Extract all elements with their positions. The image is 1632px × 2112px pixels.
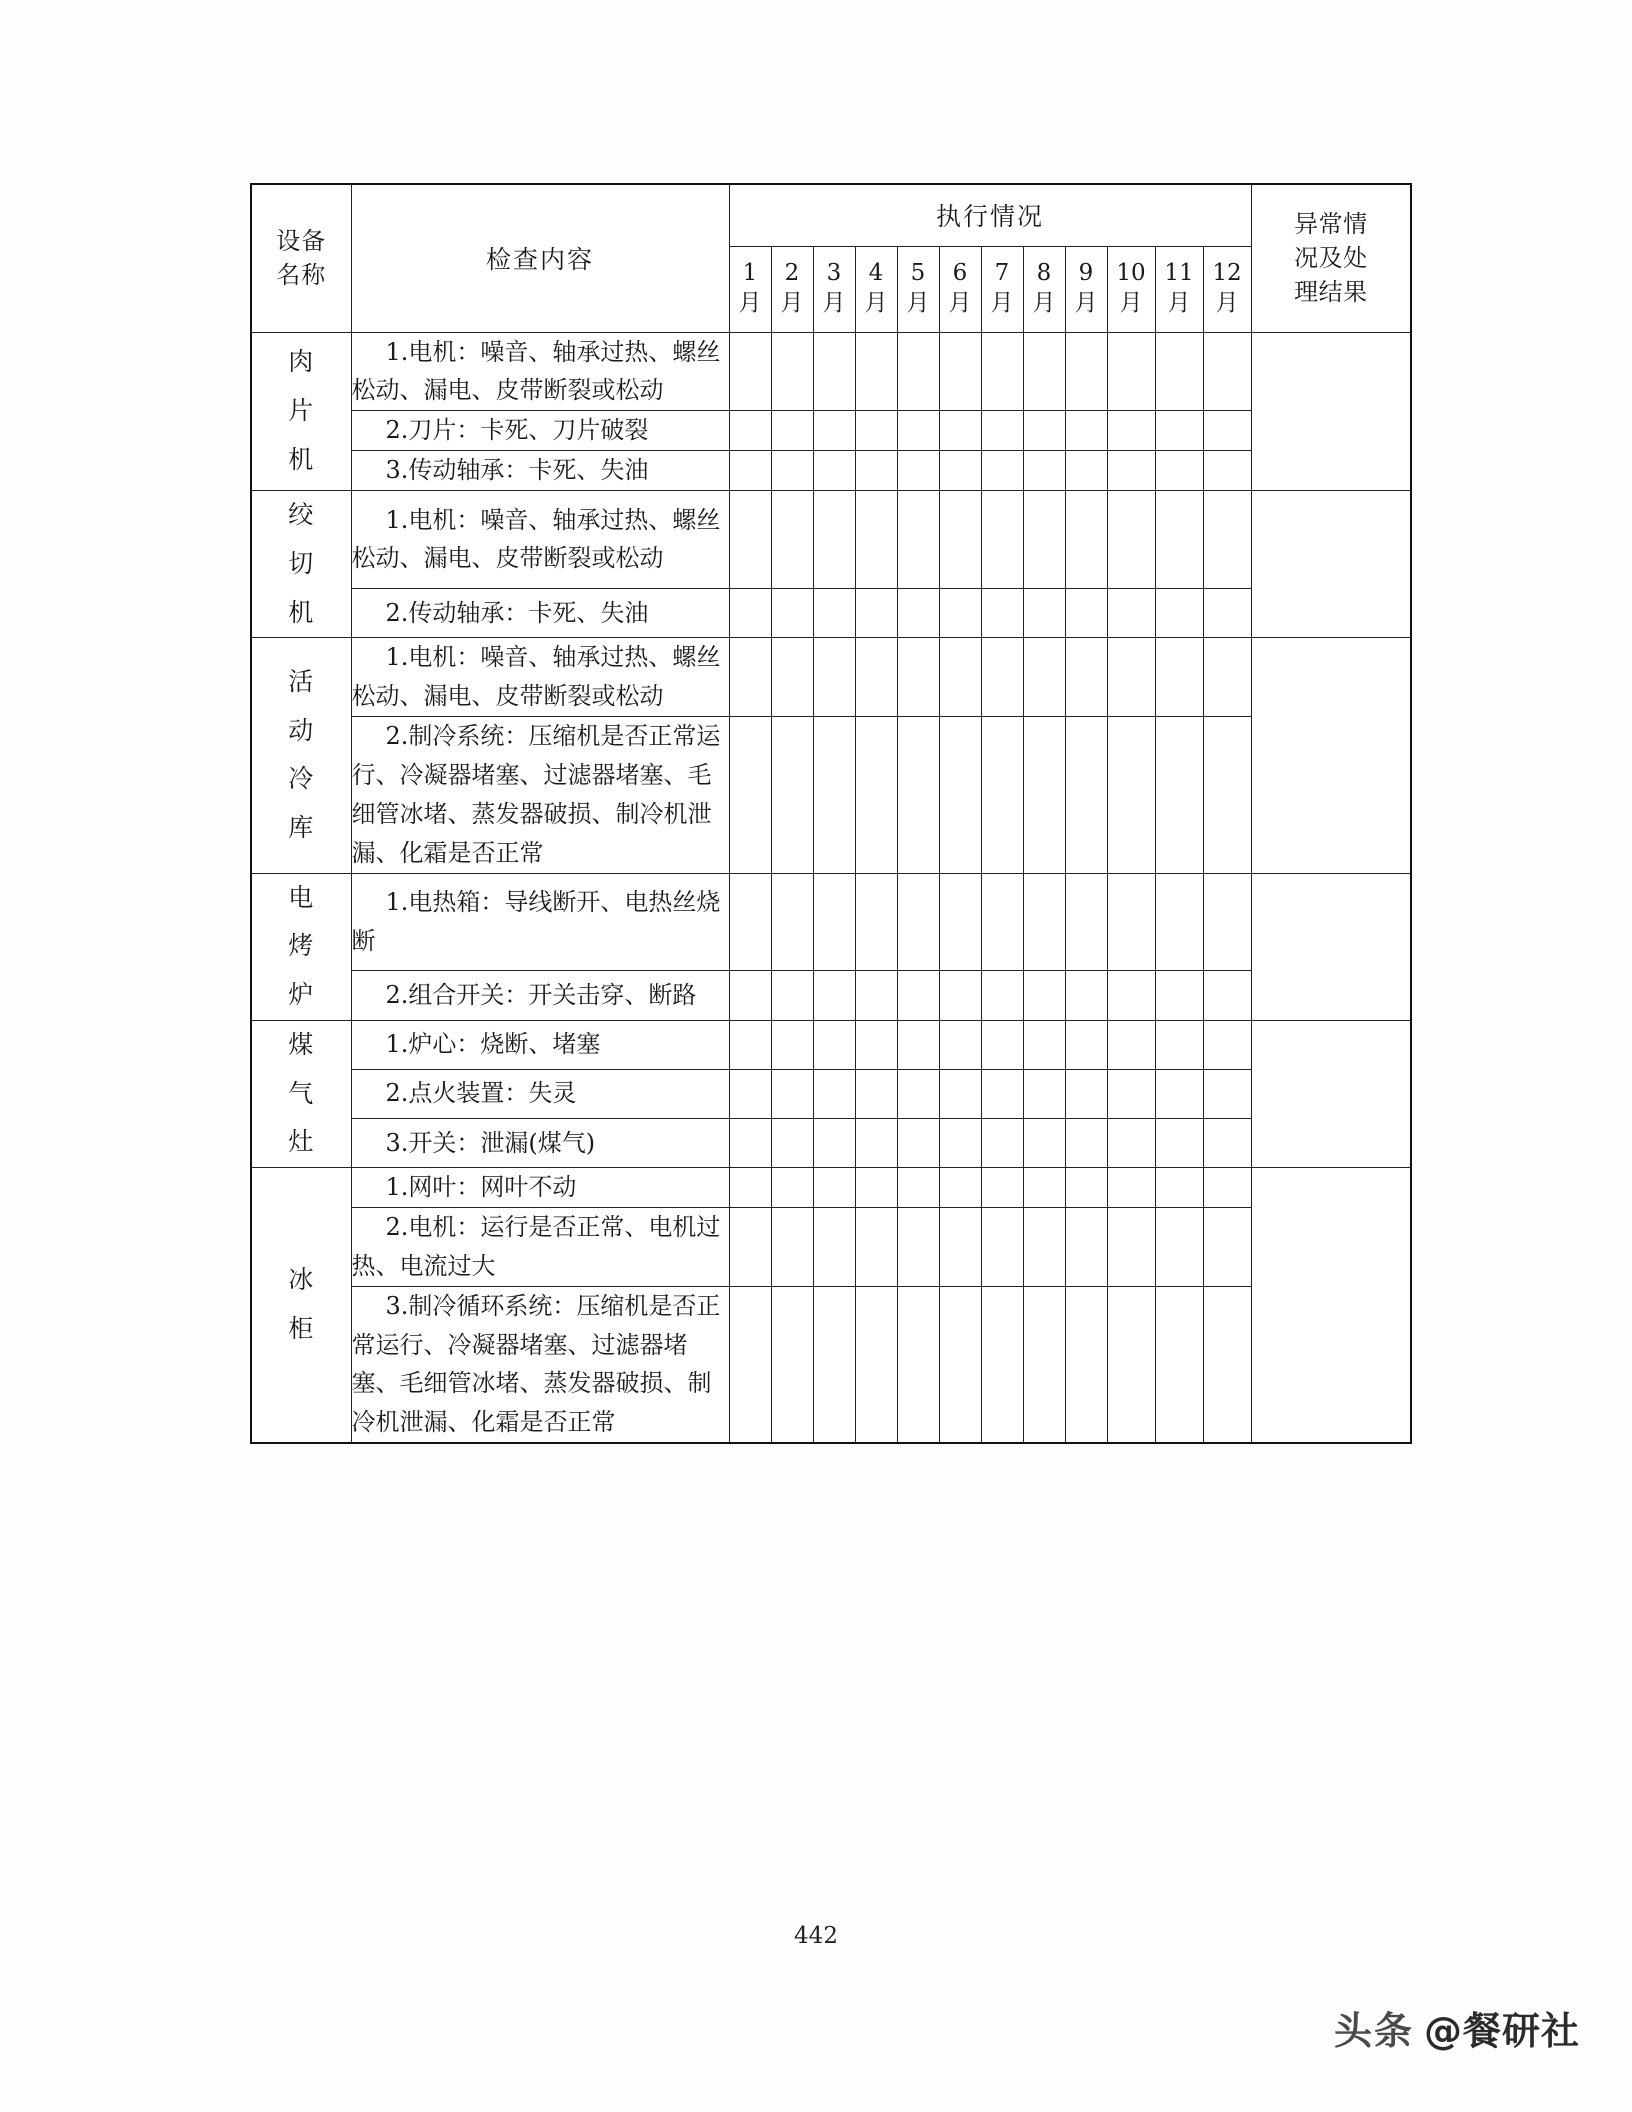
execution-status-cell[interactable] <box>729 1069 771 1118</box>
execution-status-cell[interactable] <box>813 1020 855 1069</box>
execution-status-cell[interactable] <box>1023 873 1065 971</box>
execution-status-cell[interactable] <box>1065 491 1107 589</box>
month-number: 5 <box>910 260 926 287</box>
month-unit: 月 <box>864 290 888 316</box>
execution-status-cell[interactable] <box>1023 1207 1065 1286</box>
equipment-name-char: 机 <box>288 597 315 627</box>
execution-status-cell[interactable] <box>813 638 855 717</box>
header-remark-line2: 况及处 <box>1294 244 1368 273</box>
execution-status-cell[interactable] <box>855 1286 897 1443</box>
execution-status-cell[interactable] <box>1107 971 1155 1021</box>
table-row <box>251 491 1411 589</box>
equipment-name-char: 绞 <box>288 500 315 529</box>
execution-status-cell[interactable] <box>981 491 1023 589</box>
execution-status-cell[interactable] <box>729 332 771 411</box>
equipment-name-cell <box>251 1020 351 1167</box>
execution-status-cell[interactable] <box>939 491 981 589</box>
execution-status-cell[interactable] <box>1155 638 1203 717</box>
execution-status-cell[interactable] <box>855 1020 897 1069</box>
month-unit: 月 <box>822 290 846 316</box>
equipment-name-char: 冷 <box>288 764 315 794</box>
execution-status-cell[interactable] <box>1107 451 1155 491</box>
month-number: 11 <box>1164 260 1194 287</box>
month-unit: 月 <box>1215 290 1239 316</box>
execution-status-cell[interactable] <box>1065 1069 1107 1118</box>
execution-status-cell[interactable] <box>1107 1118 1155 1167</box>
execution-status-cell[interactable] <box>1155 411 1203 451</box>
month-unit: 月 <box>990 290 1014 316</box>
equipment-name-char: 动 <box>288 715 315 745</box>
header-equipment-name <box>251 184 351 332</box>
month-unit: 月 <box>948 290 972 316</box>
execution-status-cell[interactable] <box>981 873 1023 971</box>
execution-status-cell[interactable] <box>897 638 939 717</box>
execution-status-cell[interactable] <box>1065 971 1107 1021</box>
execution-status-cell[interactable] <box>1065 1286 1107 1443</box>
execution-status-cell[interactable] <box>813 971 855 1021</box>
execution-status-cell[interactable] <box>855 491 897 589</box>
execution-status-cell[interactable] <box>939 1118 981 1167</box>
execution-status-cell[interactable] <box>897 1069 939 1118</box>
execution-status-cell[interactable] <box>939 638 981 717</box>
table-row <box>251 451 1411 491</box>
execution-status-cell[interactable] <box>981 1286 1023 1443</box>
inspection-content-cell: 2.电机：运行是否正常、电机过热、电流过大 <box>351 1207 729 1286</box>
execution-status-cell[interactable] <box>1023 1118 1065 1167</box>
execution-status-cell[interactable] <box>1065 873 1107 971</box>
execution-status-cell[interactable] <box>855 971 897 1021</box>
execution-status-cell[interactable] <box>729 491 771 589</box>
execution-status-cell[interactable] <box>981 1118 1023 1167</box>
header-remark <box>1251 184 1411 332</box>
equipment-name-char: 电 <box>288 882 315 912</box>
execution-status-cell[interactable] <box>939 971 981 1021</box>
execution-status-cell[interactable] <box>771 451 813 491</box>
execution-status-cell[interactable] <box>771 588 813 638</box>
execution-status-cell[interactable] <box>1065 451 1107 491</box>
execution-status-cell[interactable] <box>813 411 855 451</box>
execution-status-cell[interactable] <box>1107 638 1155 717</box>
month-header-11 <box>1155 246 1203 332</box>
page-number: 442 <box>794 1923 838 1949</box>
execution-status-cell[interactable] <box>1065 638 1107 717</box>
execution-status-cell[interactable] <box>813 1286 855 1443</box>
execution-status-cell[interactable] <box>729 1207 771 1286</box>
execution-status-cell[interactable] <box>813 1069 855 1118</box>
header-equipment-name-line1: 设备 <box>276 227 327 256</box>
execution-status-cell[interactable] <box>939 451 981 491</box>
month-header-8 <box>1023 246 1065 332</box>
execution-status-cell[interactable] <box>1065 717 1107 874</box>
execution-status-cell[interactable] <box>1065 411 1107 451</box>
month-unit: 月 <box>1074 290 1098 316</box>
execution-status-cell[interactable] <box>897 411 939 451</box>
execution-status-cell[interactable] <box>897 1168 939 1208</box>
month-header-5 <box>897 246 939 332</box>
month-header-12 <box>1203 246 1251 332</box>
execution-status-cell[interactable] <box>855 717 897 874</box>
table-row <box>251 332 1411 411</box>
execution-status-cell[interactable] <box>939 717 981 874</box>
equipment-name-char: 活 <box>288 666 315 696</box>
execution-status-cell[interactable] <box>939 1168 981 1208</box>
execution-status-cell[interactable] <box>981 1020 1023 1069</box>
execution-status-cell[interactable] <box>1155 1118 1203 1167</box>
execution-status-cell[interactable] <box>897 1207 939 1286</box>
execution-status-cell[interactable] <box>813 1168 855 1208</box>
execution-status-cell[interactable] <box>897 873 939 971</box>
execution-status-cell[interactable] <box>855 873 897 971</box>
month-unit: 月 <box>1032 290 1056 316</box>
equipment-name-char: 煤 <box>288 1029 315 1059</box>
header-remark-line1: 异常情 <box>1294 210 1368 239</box>
equipment-name-char: 灶 <box>288 1127 315 1157</box>
execution-status-cell[interactable] <box>813 1118 855 1167</box>
execution-status-cell[interactable] <box>1107 411 1155 451</box>
month-header-3 <box>813 246 855 332</box>
table-row <box>251 1286 1411 1443</box>
execution-status-cell[interactable] <box>981 1207 1023 1286</box>
month-header-1 <box>729 246 771 332</box>
execution-status-cell[interactable] <box>897 971 939 1021</box>
execution-status-cell[interactable] <box>1203 1020 1251 1069</box>
inspection-content-cell: 2.制冷系统：压缩机是否正常运行、冷凝器堵塞、过滤器堵塞、毛细管冰堵、蒸发器破损、制冷机泄漏、化霜是否正常 <box>351 717 729 874</box>
equipment-name-cell <box>251 1168 351 1444</box>
month-unit: 月 <box>1167 290 1191 316</box>
watermark-source-label: 头条 <box>1333 2009 1414 2053</box>
execution-status-cell[interactable] <box>897 1118 939 1167</box>
execution-status-cell[interactable] <box>729 971 771 1021</box>
execution-status-cell[interactable] <box>729 411 771 451</box>
execution-status-cell[interactable] <box>1203 638 1251 717</box>
execution-status-cell[interactable] <box>939 332 981 411</box>
execution-status-cell[interactable] <box>1203 971 1251 1021</box>
execution-status-cell[interactable] <box>813 1207 855 1286</box>
execution-status-cell[interactable] <box>813 491 855 589</box>
table-row <box>251 638 1411 717</box>
execution-status-cell[interactable] <box>1065 1207 1107 1286</box>
execution-status-cell[interactable] <box>1023 971 1065 1021</box>
execution-status-cell[interactable] <box>1023 491 1065 589</box>
execution-status-cell[interactable] <box>897 451 939 491</box>
table-row <box>251 1207 1411 1286</box>
execution-status-cell[interactable] <box>1155 491 1203 589</box>
execution-status-cell[interactable] <box>1107 717 1155 874</box>
table-row <box>251 588 1411 638</box>
execution-status-cell[interactable] <box>1065 1168 1107 1208</box>
execution-status-cell[interactable] <box>1203 451 1251 491</box>
execution-status-cell[interactable] <box>981 588 1023 638</box>
execution-status-cell[interactable] <box>1203 491 1251 589</box>
month-number: 3 <box>826 260 842 287</box>
execution-status-cell[interactable] <box>1023 411 1065 451</box>
month-number: 2 <box>784 260 800 287</box>
month-number: 12 <box>1212 260 1242 287</box>
execution-status-cell[interactable] <box>855 411 897 451</box>
execution-status-cell[interactable] <box>771 1207 813 1286</box>
inspection-content-cell: 1.电机：噪音、轴承过热、螺丝松动、漏电、皮带断裂或松动 <box>351 332 729 411</box>
remark-cell[interactable] <box>1251 873 1411 1020</box>
execution-status-cell[interactable] <box>939 873 981 971</box>
execution-status-cell[interactable] <box>1107 588 1155 638</box>
execution-status-cell[interactable] <box>729 1286 771 1443</box>
execution-status-cell[interactable] <box>771 1168 813 1208</box>
equipment-name-char: 柜 <box>288 1314 315 1344</box>
execution-status-cell[interactable] <box>981 1168 1023 1208</box>
execution-status-cell[interactable] <box>771 332 813 411</box>
execution-status-cell[interactable] <box>939 1020 981 1069</box>
inspection-content-cell: 1.电机：噪音、轴承过热、螺丝松动、漏电、皮带断裂或松动 <box>351 491 729 589</box>
execution-status-cell[interactable] <box>981 971 1023 1021</box>
execution-status-cell[interactable] <box>1023 717 1065 874</box>
month-unit: 月 <box>906 290 930 316</box>
execution-status-cell[interactable] <box>855 332 897 411</box>
execution-status-cell[interactable] <box>1023 588 1065 638</box>
execution-status-cell[interactable] <box>981 451 1023 491</box>
equipment-inspection-table-wrapper <box>250 183 1393 1444</box>
execution-status-cell[interactable] <box>1155 971 1203 1021</box>
execution-status-cell[interactable] <box>813 588 855 638</box>
inspection-content-cell: 2.点火装置：失灵 <box>351 1069 729 1118</box>
inspection-content-cell: 1.网叶：网叶不动 <box>351 1168 729 1208</box>
execution-status-cell[interactable] <box>1155 332 1203 411</box>
execution-status-cell[interactable] <box>1203 1168 1251 1208</box>
equipment-name-char: 炉 <box>288 980 315 1009</box>
month-header-7 <box>981 246 1023 332</box>
execution-status-cell[interactable] <box>855 1118 897 1167</box>
execution-status-cell[interactable] <box>1065 1118 1107 1167</box>
table-row <box>251 1069 1411 1118</box>
execution-status-cell[interactable] <box>1023 638 1065 717</box>
execution-status-cell[interactable] <box>1203 1118 1251 1167</box>
execution-status-cell[interactable] <box>855 451 897 491</box>
execution-status-cell[interactable] <box>771 1286 813 1443</box>
equipment-inspection-table <box>250 183 1412 1444</box>
execution-status-cell[interactable] <box>1155 1168 1203 1208</box>
header-remark-line3: 理结果 <box>1294 278 1368 307</box>
execution-status-cell[interactable] <box>897 332 939 411</box>
remark-cell[interactable] <box>1251 638 1411 873</box>
month-number: 7 <box>994 260 1010 287</box>
month-unit: 月 <box>1119 290 1143 316</box>
table-row <box>251 717 1411 874</box>
equipment-name-char: 库 <box>288 813 315 843</box>
table-row <box>251 971 1411 1021</box>
execution-status-cell[interactable] <box>981 638 1023 717</box>
equipment-name-char: 切 <box>288 548 315 578</box>
execution-status-cell[interactable] <box>1203 588 1251 638</box>
header-equipment-name-line2: 名称 <box>276 261 327 290</box>
execution-status-cell[interactable] <box>1107 1286 1155 1443</box>
header-row-top <box>251 184 1411 246</box>
month-number: 9 <box>1078 260 1094 287</box>
month-number: 4 <box>868 260 884 287</box>
execution-status-cell[interactable] <box>981 717 1023 874</box>
execution-status-cell[interactable] <box>1155 1286 1203 1443</box>
execution-status-cell[interactable] <box>1155 1207 1203 1286</box>
equipment-name-char: 烤 <box>288 931 315 961</box>
execution-status-cell[interactable] <box>981 332 1023 411</box>
execution-status-cell[interactable] <box>1203 332 1251 411</box>
month-unit: 月 <box>738 290 762 316</box>
execution-status-cell[interactable] <box>729 717 771 874</box>
execution-status-cell[interactable] <box>729 1020 771 1069</box>
execution-status-cell[interactable] <box>1155 717 1203 874</box>
remark-cell[interactable] <box>1251 332 1411 491</box>
execution-status-cell[interactable] <box>771 638 813 717</box>
execution-status-cell[interactable] <box>1203 1207 1251 1286</box>
execution-status-cell[interactable] <box>1023 451 1065 491</box>
execution-status-cell[interactable] <box>897 491 939 589</box>
execution-status-cell[interactable] <box>897 1286 939 1443</box>
table-row <box>251 1118 1411 1167</box>
header-inspection-content: 检查内容 <box>351 184 729 332</box>
execution-status-cell[interactable] <box>1107 873 1155 971</box>
execution-status-cell[interactable] <box>855 1207 897 1286</box>
execution-status-cell[interactable] <box>855 588 897 638</box>
execution-status-cell[interactable] <box>771 971 813 1021</box>
execution-status-cell[interactable] <box>1107 1069 1155 1118</box>
execution-status-cell[interactable] <box>1023 1168 1065 1208</box>
month-header-9 <box>1065 246 1107 332</box>
watermark <box>1334 2000 1580 2055</box>
execution-status-cell[interactable] <box>729 1118 771 1167</box>
month-number: 8 <box>1036 260 1052 287</box>
equipment-name-char: 气 <box>288 1078 315 1108</box>
equipment-name-char: 片 <box>288 395 315 425</box>
execution-status-cell[interactable] <box>897 717 939 874</box>
execution-status-cell[interactable] <box>1203 1286 1251 1443</box>
execution-status-cell[interactable] <box>1065 332 1107 411</box>
inspection-content-cell: 2.传动轴承：卡死、失油 <box>351 588 729 638</box>
execution-status-cell[interactable] <box>1203 1069 1251 1118</box>
execution-status-cell[interactable] <box>1155 873 1203 971</box>
execution-status-cell[interactable] <box>939 1069 981 1118</box>
execution-status-cell[interactable] <box>939 411 981 451</box>
execution-status-cell[interactable] <box>1107 1168 1155 1208</box>
execution-status-cell[interactable] <box>1065 1020 1107 1069</box>
month-header-6 <box>939 246 981 332</box>
execution-status-cell[interactable] <box>939 588 981 638</box>
table-row <box>251 1020 1411 1069</box>
table-row <box>251 873 1411 971</box>
execution-status-cell[interactable] <box>729 873 771 971</box>
execution-status-cell[interactable] <box>771 1020 813 1069</box>
execution-status-cell[interactable] <box>813 717 855 874</box>
inspection-content-cell: 2.组合开关：开关击穿、断路 <box>351 971 729 1021</box>
equipment-name-char: 肉 <box>288 347 315 377</box>
inspection-content-cell: 3.制冷循环系统：压缩机是否正常运行、冷凝器堵塞、过滤器堵塞、毛细管冰堵、蒸发器破损、制冷机泄漏、化霜是否正常 <box>351 1286 729 1443</box>
execution-status-cell[interactable] <box>939 1286 981 1443</box>
inspection-content-cell: 3.传动轴承：卡死、失油 <box>351 451 729 491</box>
remark-cell[interactable] <box>1251 491 1411 638</box>
equipment-name-cell <box>251 638 351 873</box>
execution-status-cell[interactable] <box>729 451 771 491</box>
execution-status-cell[interactable] <box>1107 1207 1155 1286</box>
execution-status-cell[interactable] <box>771 411 813 451</box>
execution-status-cell[interactable] <box>981 411 1023 451</box>
execution-status-cell[interactable] <box>1155 1020 1203 1069</box>
inspection-content-cell: 1.电热箱：导线断开、电热丝烧断 <box>351 873 729 971</box>
header-execution-status: 执行情况 <box>729 184 1251 246</box>
execution-status-cell[interactable] <box>1203 717 1251 874</box>
execution-status-cell[interactable] <box>1023 1020 1065 1069</box>
execution-status-cell[interactable] <box>813 332 855 411</box>
inspection-content-cell: 3.开关：泄漏(煤气) <box>351 1118 729 1167</box>
execution-status-cell[interactable] <box>1023 1286 1065 1443</box>
inspection-content-cell: 1.炉心：烧断、堵塞 <box>351 1020 729 1069</box>
execution-status-cell[interactable] <box>1023 332 1065 411</box>
execution-status-cell[interactable] <box>855 638 897 717</box>
execution-status-cell[interactable] <box>1023 1069 1065 1118</box>
watermark-account-handle: @餐研社 <box>1423 2009 1580 2053</box>
equipment-name-char: 冰 <box>288 1265 315 1295</box>
execution-status-cell[interactable] <box>1155 1069 1203 1118</box>
inspection-content-cell: 2.刀片：卡死、刀片破裂 <box>351 411 729 451</box>
execution-status-cell[interactable] <box>771 1069 813 1118</box>
month-header-4 <box>855 246 897 332</box>
month-unit: 月 <box>780 290 804 316</box>
execution-status-cell[interactable] <box>1203 411 1251 451</box>
equipment-name-cell <box>251 491 351 638</box>
execution-status-cell[interactable] <box>813 873 855 971</box>
execution-status-cell[interactable] <box>771 491 813 589</box>
month-number: 1 <box>742 260 758 287</box>
inspection-content-cell: 1.电机：噪音、轴承过热、螺丝松动、漏电、皮带断裂或松动 <box>351 638 729 717</box>
execution-status-cell[interactable] <box>1107 491 1155 589</box>
execution-status-cell[interactable] <box>1065 588 1107 638</box>
remark-cell[interactable] <box>1251 1168 1411 1444</box>
execution-status-cell[interactable] <box>897 588 939 638</box>
execution-status-cell[interactable] <box>939 1207 981 1286</box>
execution-status-cell[interactable] <box>1107 1020 1155 1069</box>
execution-status-cell[interactable] <box>729 588 771 638</box>
execution-status-cell[interactable] <box>855 1069 897 1118</box>
table-row <box>251 411 1411 451</box>
month-number: 6 <box>952 260 968 287</box>
equipment-name-cell <box>251 332 351 491</box>
month-number: 10 <box>1116 260 1146 287</box>
table-header <box>251 184 1411 332</box>
execution-status-cell[interactable] <box>1203 873 1251 971</box>
execution-status-cell[interactable] <box>1155 588 1203 638</box>
equipment-name-cell <box>251 873 351 1020</box>
execution-status-cell[interactable] <box>729 638 771 717</box>
equipment-name-char: 机 <box>288 444 315 474</box>
month-header-2 <box>771 246 813 332</box>
execution-status-cell[interactable] <box>729 1168 771 1208</box>
execution-status-cell[interactable] <box>1107 332 1155 411</box>
execution-status-cell[interactable] <box>771 873 813 971</box>
execution-status-cell[interactable] <box>771 717 813 874</box>
execution-status-cell[interactable] <box>897 1020 939 1069</box>
execution-status-cell[interactable] <box>771 1118 813 1167</box>
month-header-10 <box>1107 246 1155 332</box>
execution-status-cell[interactable] <box>981 1069 1023 1118</box>
remark-cell[interactable] <box>1251 1020 1411 1167</box>
table-body <box>251 332 1411 1443</box>
table-row <box>251 1168 1411 1208</box>
execution-status-cell[interactable] <box>1155 451 1203 491</box>
execution-status-cell[interactable] <box>855 1168 897 1208</box>
execution-status-cell[interactable] <box>813 451 855 491</box>
